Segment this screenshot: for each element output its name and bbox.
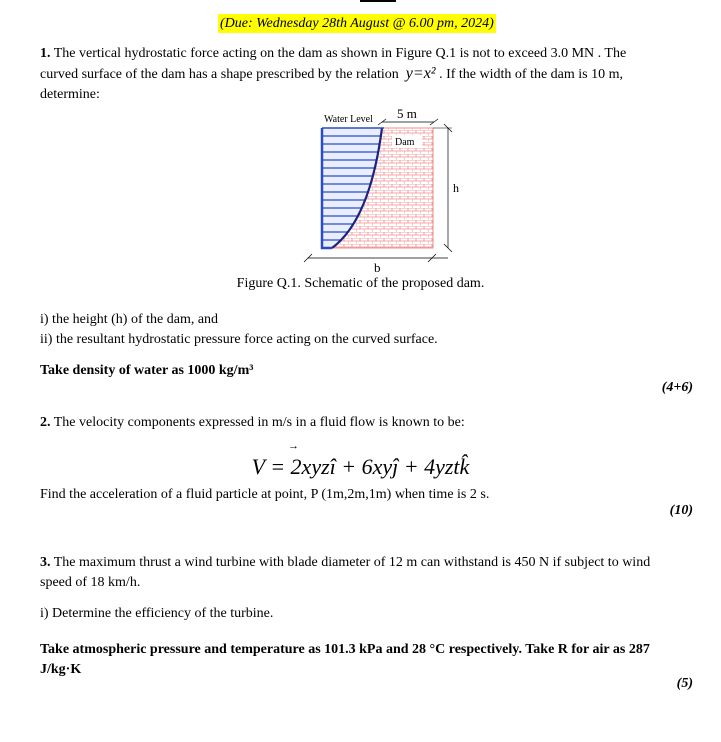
q1-paragraph <box>40 44 695 105</box>
q1-text-c: . If the width of the dam is 10 m, <box>439 67 624 82</box>
q2-number: 2. <box>40 415 51 430</box>
dam-label: Dam <box>395 137 415 148</box>
due-date-banner: (Due: Wednesday 28th August @ 6.00 pm, 2024) <box>220 16 494 31</box>
q1-parts <box>40 310 695 350</box>
top-rule <box>360 0 396 2</box>
base-label: b <box>374 260 381 275</box>
q3-note-line-2: J/kg·K <box>40 662 82 677</box>
q3-part-i: i) Determine the efficiency of the turbine. <box>40 606 274 621</box>
water-level-label: Water Level <box>324 114 373 125</box>
q1-relation: y=x² <box>405 65 436 82</box>
q3-note-line-1: Take atmospheric pressure and temperature as 101.3 kPa and 28 °C respectively. Take R for air as 287 <box>40 642 650 657</box>
q1-line-1 <box>40 44 695 64</box>
q1-number: 1. <box>40 46 51 61</box>
q3-number: 3. <box>40 555 51 570</box>
figure-caption: Figure Q.1. Schematic of the proposed dam. <box>236 276 485 291</box>
q3-marks: (5) <box>676 676 693 691</box>
q3-line-1 <box>40 553 695 573</box>
q1-marks: (4+6) <box>661 380 693 395</box>
q1-part-i: i) the height (h) of the dam, and <box>40 312 219 327</box>
q2-text: The velocity components expressed in m/s in a fluid flow is known to be: <box>53 415 465 430</box>
q1-text-b: curved surface of the dam has a shape prescribed by the relation <box>40 67 399 82</box>
q3-paragraph <box>40 553 695 593</box>
q2-marks: (10) <box>669 503 693 518</box>
q1-text-a: The vertical hydrostatic force acting on the dam as shown in Figure Q.1 is not to exceed 3.0 MN . The <box>53 46 627 61</box>
q3-text-a: The maximum thrust a wind turbine with blade diameter of 12 m can withstand is 450 N if subject to wind <box>53 555 651 570</box>
dam-figure <box>300 100 470 275</box>
vector-arrow: → <box>288 440 299 452</box>
q3-note <box>40 640 695 680</box>
q3-line-2: speed of 18 km/h. <box>40 575 141 590</box>
velocity-equation: V = 2xyzî + 6xyĵ + 4yztk̂ <box>251 454 470 479</box>
q2-question: Find the acceleration of a fluid particle at point, P (1m,2m,1m) when time is 2 s. <box>40 487 490 502</box>
q1-part-ii: ii) the resultant hydrostatic pressure force acting on the curved surface. <box>40 332 438 347</box>
top-dimension-label: 5 m <box>397 106 417 121</box>
q1-line-2 <box>40 64 695 85</box>
q1-line-3: determine: <box>40 87 100 102</box>
height-label: h <box>453 181 459 195</box>
q1-density-note: Take density of water as 1000 kg/m³ <box>40 363 254 378</box>
q2-paragraph <box>40 413 695 433</box>
